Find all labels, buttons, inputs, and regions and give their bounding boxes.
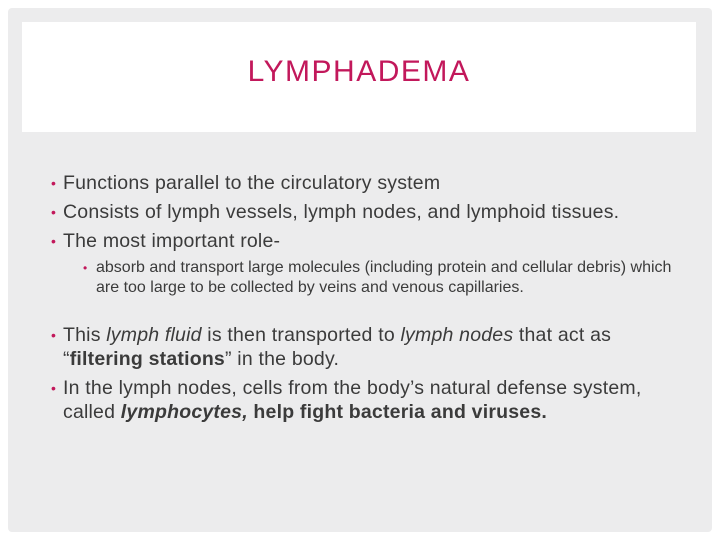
bullet-item-4 — [51, 323, 683, 371]
bullet-text: Functions parallel to the circulatory system — [63, 172, 441, 194]
bullet-item-2 — [51, 200, 683, 224]
bullet-dot-icon: • — [51, 233, 57, 249]
strong-text: filtering stations — [69, 348, 225, 370]
title-box — [22, 22, 696, 132]
bullet-text-part: ” in the body. — [224, 348, 340, 370]
emphasis-text: lymph fluid — [106, 324, 202, 346]
sub-bullet-dot-icon: • — [83, 261, 88, 275]
bullet-text-part: In the lymph nodes, cells from the body’s natural defense system, called — [63, 377, 642, 423]
strong-emphasis-text: lymphocytes, — [120, 401, 248, 423]
bullet-dot-icon: • — [51, 175, 57, 191]
bullet-text: The most important role- — [63, 230, 281, 252]
sub-bullet-item — [83, 258, 676, 298]
emphasis-text: lymph nodes — [400, 324, 514, 346]
strong-text: help fight bacteria and viruses. — [247, 401, 547, 423]
bullet-dot-icon: • — [51, 327, 57, 343]
bullet-item-1 — [51, 171, 683, 195]
bullet-item-3 — [51, 229, 683, 253]
bullet-text-part: is then transported to — [201, 324, 401, 346]
bullet-text-part: that act as “ — [63, 324, 612, 370]
bullet-item-5 — [51, 376, 653, 424]
bullet-dot-icon: • — [51, 380, 57, 396]
bullet-text: Consists of lymph vessels, lymph nodes, and lymphoid tissues. — [63, 201, 620, 223]
sub-bullet-text: absorb and transport large molecules (including protein and cellular debris) which are too large to be collected by veins and venous capillaries. — [96, 259, 672, 296]
slide-title: LYMPHADEMA — [247, 55, 471, 88]
bullet-dot-icon: • — [51, 204, 57, 220]
bullet-text-part: This — [63, 324, 107, 346]
